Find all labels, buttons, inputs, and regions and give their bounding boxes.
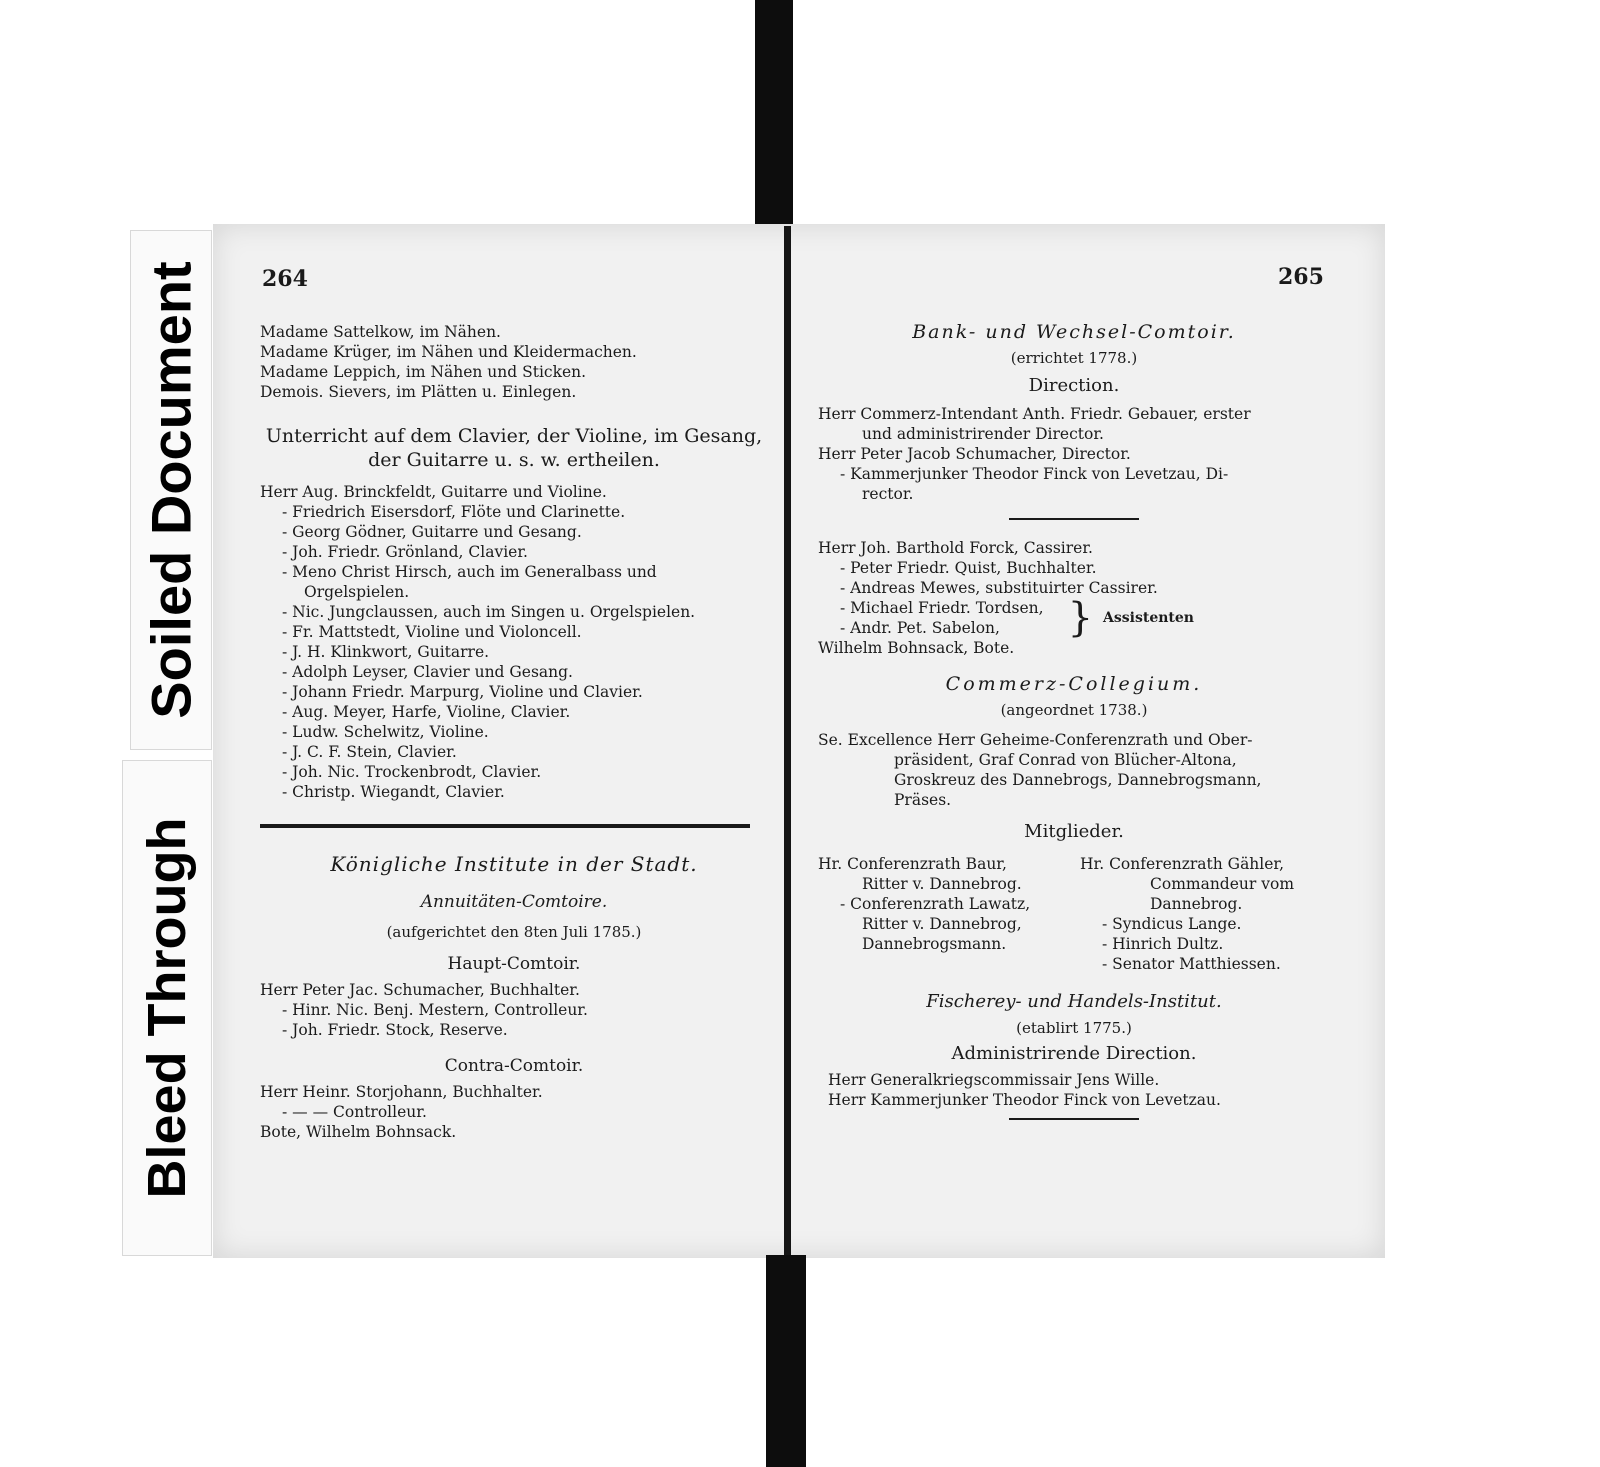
list-item: Herr Kammerjunker Theodor Finck von Levetzau. xyxy=(828,1091,1221,1109)
list-item: Ritter v. Dannebrog, xyxy=(862,915,1022,933)
brace-glyph: } xyxy=(1067,595,1094,641)
list-item: Herr Peter Jac. Schumacher, Buchhalter. xyxy=(260,981,580,999)
contra-title: Contra-Comtoir. xyxy=(444,1056,584,1076)
list-item: Madame Sattelkow, im Nähen. xyxy=(260,323,501,341)
list-item: Herr Generalkriegscommissair Jens Wille. xyxy=(828,1071,1160,1089)
tag-bleed-through-label: Bleed Through xyxy=(137,817,197,1199)
institutes-title: Königliche Institute in der Stadt. xyxy=(330,852,698,876)
list-item: und administrirender Director. xyxy=(862,425,1104,443)
assistants-group xyxy=(818,595,1330,641)
list-item: - Kammerjunker Theodor Finck von Levetzau, Di- xyxy=(840,465,1229,483)
list-item: - Hinr. Nic. Benj. Mestern, Controlleur. xyxy=(282,1001,588,1019)
collegium-title: Commerz-Collegium. xyxy=(945,673,1203,695)
list-item: Herr Peter Jacob Schumacher, Director. xyxy=(818,445,1131,463)
right-page xyxy=(818,322,1330,1128)
list-item: - Peter Friedr. Quist, Buchhalter. xyxy=(840,559,1097,577)
list-item: Bote, Wilhelm Bohnsack. xyxy=(260,1123,457,1141)
list-item: - Andreas Mewes, substituirter Cassirer. xyxy=(840,579,1158,597)
list-item: - Christp. Wiegandt, Clavier. xyxy=(282,783,505,801)
tag-bleed-through xyxy=(122,760,212,1256)
sewing-teachers xyxy=(260,322,768,402)
admin-title: Administrirende Direction. xyxy=(951,1043,1197,1064)
list-item: Wilhelm Bohnsack, Bote. xyxy=(818,639,1015,657)
short-divider xyxy=(1009,1118,1139,1120)
haupt-title: Haupt-Comtoir. xyxy=(447,954,581,974)
list-item: Herr Joh. Barthold Forck, Cassirer. xyxy=(818,539,1093,557)
list-item: - Meno Christ Hirsch, auch im Generalbass und xyxy=(282,563,657,581)
music-heading-line-2: der Guitarre u. s. w. ertheilen. xyxy=(368,449,660,471)
list-item: rector. xyxy=(862,485,914,503)
left-page-number: 264 xyxy=(262,266,308,292)
left-page xyxy=(260,322,768,1142)
book-gutter xyxy=(784,226,791,1258)
list-item: Groskreuz des Dannebrogs, Dannebrogsmann, xyxy=(894,771,1262,789)
list-item: Herr Heinr. Storjohann, Buchhalter. xyxy=(260,1083,543,1101)
list-item: - Ludw. Schelwitz, Violine. xyxy=(282,723,489,741)
list-item: präsident, Graf Conrad von Blücher-Altona, xyxy=(894,751,1237,769)
list-item: - Georg Gödner, Guitarre und Gesang. xyxy=(282,523,582,541)
bank-title: Bank- und Wechsel-Comtoir. xyxy=(912,321,1236,343)
members-left xyxy=(818,854,1074,974)
list-item: - Michael Friedr. Tordsen, xyxy=(840,599,1044,617)
list-item: - Andr. Pet. Sabelon, xyxy=(840,619,1000,637)
bank-date: (errichtet 1778.) xyxy=(1010,349,1138,367)
list-item: Präses. xyxy=(894,791,952,809)
list-item: Herr Aug. Brinckfeldt, Guitarre und Violine. xyxy=(260,483,607,501)
list-item: - J. C. F. Stein, Clavier. xyxy=(282,743,457,761)
list-item: - — — Controlleur. xyxy=(282,1103,427,1121)
fischerey-date: (etablirt 1775.) xyxy=(1016,1019,1132,1037)
list-item: - J. H. Klinkwort, Guitarre. xyxy=(282,643,490,661)
list-item: - Syndicus Lange. xyxy=(1102,915,1242,933)
list-item: Commandeur vom xyxy=(1150,875,1295,893)
list-item: Dannebrog. xyxy=(1150,895,1243,913)
right-page-number: 265 xyxy=(1278,264,1324,290)
list-item: - Friedrich Eisersdorf, Flöte und Clarinette. xyxy=(282,503,626,521)
list-item: - Johann Friedr. Marpurg, Violine und Clavier. xyxy=(282,683,643,701)
collegium-date: (angeordnet 1738.) xyxy=(1000,701,1148,719)
direction-title: Direction. xyxy=(1028,375,1120,396)
binding-spine-bottom xyxy=(766,1255,806,1467)
list-item: Se. Excellence Herr Geheime-Conferenzrath und Ober- xyxy=(818,731,1253,749)
tag-soiled-document-label: Soiled Document xyxy=(139,261,203,719)
list-item: Dannebrogsmann. xyxy=(862,935,1007,953)
list-item: - Joh. Friedr. Grönland, Clavier. xyxy=(282,543,528,561)
list-item: - Joh. Nic. Trockenbrodt, Clavier. xyxy=(282,763,542,781)
tag-soiled-document xyxy=(130,230,212,750)
section-divider xyxy=(260,824,750,828)
list-item: Ritter v. Dannebrog. xyxy=(862,875,1022,893)
music-teachers xyxy=(260,482,768,802)
list-item: - Senator Matthiessen. xyxy=(1102,955,1281,973)
list-item: Orgelspielen. xyxy=(304,583,410,601)
binding-spine-top xyxy=(755,0,793,228)
list-item: Hr. Conferenzrath Baur, xyxy=(818,855,1007,873)
list-item: Herr Commerz-Intendant Anth. Friedr. Gebauer, erster xyxy=(818,405,1251,423)
assistants-label: Assistenten xyxy=(1103,610,1194,626)
annuitaeten-date: (aufgerichtet den 8ten Juli 1785.) xyxy=(386,923,642,941)
list-item: Hr. Conferenzrath Gähler, xyxy=(1080,855,1285,873)
fischerey-title: Fischerey- und Handels-Institut. xyxy=(926,991,1222,1012)
mitglieder-title: Mitglieder. xyxy=(1024,821,1124,842)
short-divider xyxy=(1009,518,1139,520)
annuitaeten-title: Annuitäten-Comtoire. xyxy=(420,892,608,912)
list-item: - Hinrich Dultz. xyxy=(1102,935,1224,953)
list-item: Demois. Sievers, im Plätten u. Einlegen. xyxy=(260,383,577,401)
list-item: - Fr. Mattstedt, Violine und Violoncell. xyxy=(282,623,582,641)
list-item: - Adolph Leyser, Clavier und Gesang. xyxy=(282,663,573,681)
list-item: Madame Leppich, im Nähen und Sticken. xyxy=(260,363,587,381)
members-right xyxy=(1080,854,1330,974)
members-columns xyxy=(818,854,1330,974)
music-heading-line-1: Unterricht auf dem Clavier, der Violine, im Gesang, xyxy=(265,425,763,447)
list-item: - Aug. Meyer, Harfe, Violine, Clavier. xyxy=(282,703,571,721)
list-item: - Conferenzrath Lawatz, xyxy=(840,895,1031,913)
list-item: Madame Krüger, im Nähen und Kleidermachen. xyxy=(260,343,637,361)
list-item: - Joh. Friedr. Stock, Reserve. xyxy=(282,1021,508,1039)
list-item: - Nic. Jungclaussen, auch im Singen u. Orgelspielen. xyxy=(282,603,696,621)
